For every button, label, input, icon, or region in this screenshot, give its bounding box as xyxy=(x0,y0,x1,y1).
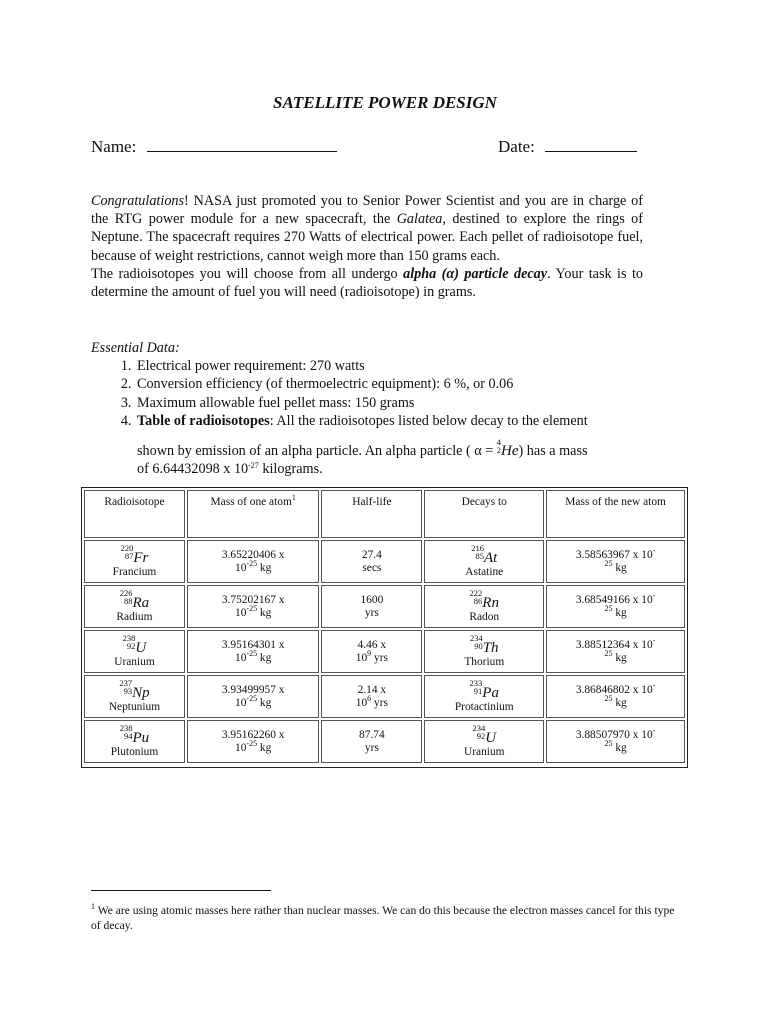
daughter-numbers xyxy=(471,544,484,560)
mass-pow: 10 xyxy=(235,561,247,574)
daughter-notation xyxy=(470,634,499,656)
atomic-number: 94 xyxy=(124,731,133,741)
he-atomic-number: 2 xyxy=(496,445,502,456)
daughter-numbers xyxy=(470,679,483,695)
item4-continued xyxy=(137,438,651,478)
essential-data xyxy=(91,339,651,478)
half-life-value: 2.14 x xyxy=(357,683,387,696)
half-life-value: 1600 xyxy=(360,593,384,606)
cell-new-mass xyxy=(546,630,685,673)
atomic-number: 87 xyxy=(124,551,134,561)
mass-value: 3.95164301 x xyxy=(221,638,285,651)
intro-text-a: ! NASA just promoted you to Senior Power Scientist and you are in charge of the RTG power module for a new spacecraft, the xyxy=(91,193,643,228)
cell-new-mass xyxy=(546,720,685,763)
mass-unit: kg xyxy=(257,696,272,709)
element-name: Francium xyxy=(112,566,157,578)
table-of-radioisotopes-label: Table of radioisotopes xyxy=(137,412,270,429)
new-mass-exp: 25 xyxy=(604,558,613,568)
table-row xyxy=(84,585,685,628)
daughter-mass-number: 216 xyxy=(471,543,484,553)
isotope-numbers xyxy=(120,724,133,740)
mass-unit: kg xyxy=(257,741,272,754)
cell-half-life xyxy=(321,540,422,583)
table-row xyxy=(84,630,685,673)
daughter-mass-number: 233 xyxy=(469,678,483,688)
daughter-notation xyxy=(472,724,496,746)
col-header-new-mass: Mass of the new atom xyxy=(546,490,685,538)
mass-number: 237 xyxy=(119,678,133,688)
new-mass-unit: kg xyxy=(612,561,627,574)
col-header-mass-text: Mass of one atom xyxy=(210,496,292,508)
half-life-exp: 9 xyxy=(367,648,372,658)
essential-item: 3. Maximum allowable fuel pellet mass: 150 grams xyxy=(135,394,651,412)
essential-item: 1. Electrical power requirement: 270 watts xyxy=(135,357,651,375)
cell-new-mass xyxy=(546,540,685,583)
new-mass-unit: kg xyxy=(612,651,627,664)
daughter-mass-number: 222 xyxy=(469,588,483,598)
cell-mass xyxy=(187,630,319,673)
cell-half-life xyxy=(321,720,422,763)
name-label: Name: xyxy=(91,137,137,156)
element-symbol: Fr xyxy=(133,550,149,566)
daughter-symbol: Rn xyxy=(482,595,499,611)
footnote-number: 1 xyxy=(91,902,95,911)
daughter-notation xyxy=(471,544,497,566)
element-name: Plutonium xyxy=(110,746,159,758)
daughter-notation xyxy=(470,679,499,701)
intro-text-b: , destined to explore the rings of Neptune. The spacecraft requires 270 Watts of electrical power. Each pellet of radioisotope fuel, because of weight restrictions, cannot weigh more than 150 grams each. xyxy=(91,211,643,264)
daughter-name: Astatine xyxy=(465,566,504,578)
mass-exp: -25 xyxy=(246,693,258,703)
isotope-numbers xyxy=(123,634,136,650)
table-row xyxy=(84,675,685,718)
col-header-radioisotope: Radioisotope xyxy=(84,490,185,538)
daughter-atomic-number: 90 xyxy=(474,641,483,651)
alpha-mass-exponent: -27 xyxy=(248,461,259,471)
cell-half-life xyxy=(321,630,422,673)
ship-name: Galatea xyxy=(396,211,443,228)
half-life-value: 87.74 xyxy=(359,728,385,741)
daughter-mass-number: 234 xyxy=(472,723,486,733)
daughter-mass-number: 234 xyxy=(469,633,483,643)
half-life-pow: 10 xyxy=(355,696,368,709)
new-mass-value: 3.88507970 x 10 xyxy=(575,728,653,741)
cell-radioisotope xyxy=(84,675,185,718)
new-mass-value: 3.68549166 x 10 xyxy=(575,593,653,606)
cell-new-mass xyxy=(546,675,685,718)
item4-text-c: ) has a mass xyxy=(518,443,588,460)
table-header-row xyxy=(84,490,685,538)
cell-mass xyxy=(187,540,319,583)
mass-exp: -25 xyxy=(246,558,258,568)
daughter-atomic-number: 91 xyxy=(473,686,483,696)
date-label: Date: xyxy=(498,137,535,156)
date-field[interactable] xyxy=(498,137,637,157)
half-life-unit: yrs xyxy=(364,741,379,754)
intro-paragraph-1 xyxy=(91,192,643,265)
date-blank-line xyxy=(545,137,637,152)
new-mass-exp: 25 xyxy=(604,648,613,658)
mass-exp: -25 xyxy=(246,738,258,748)
daughter-name: Uranium xyxy=(464,746,505,758)
new-mass-sign: - xyxy=(652,545,656,555)
mass-value: 3.93499957 x xyxy=(221,683,285,696)
radioisotope-table-frame xyxy=(81,487,688,768)
page-title: SATELLITE POWER DESIGN xyxy=(273,93,497,112)
mass-number: 220 xyxy=(120,543,134,553)
new-mass-unit: kg xyxy=(612,696,627,709)
daughter-name: Protactinium xyxy=(454,701,514,713)
name-field[interactable] xyxy=(91,137,337,157)
half-life-unit: yrs xyxy=(371,651,388,664)
item4-text-d: of 6.64432098 x 10 xyxy=(137,461,249,478)
col-header-decays-to: Decays to xyxy=(424,490,544,538)
daughter-numbers xyxy=(470,634,483,650)
daughter-notation xyxy=(470,589,499,611)
new-mass-value: 3.58563967 x 10 xyxy=(575,548,653,561)
new-mass-value: 3.86846802 x 10 xyxy=(575,683,653,696)
daughter-name: Thorium xyxy=(464,656,505,668)
element-name: Radium xyxy=(116,611,153,623)
isotope-notation xyxy=(120,589,149,611)
cell-decays-to xyxy=(424,630,544,673)
essential-item xyxy=(135,412,651,479)
cell-mass xyxy=(187,720,319,763)
congrats-text: Congratulations xyxy=(91,193,185,209)
isotope-numbers xyxy=(119,679,132,695)
col-header-mass xyxy=(187,490,319,538)
new-mass-sign: - xyxy=(652,680,656,690)
cell-new-mass xyxy=(546,585,685,628)
atomic-number: 88 xyxy=(124,596,133,606)
half-life-unit: secs xyxy=(362,561,382,574)
cell-radioisotope xyxy=(84,630,185,673)
mass-unit: kg xyxy=(257,606,272,619)
cell-decays-to xyxy=(424,675,544,718)
new-mass-value: 3.88512364 x 10 xyxy=(575,638,653,651)
daughter-symbol: Th xyxy=(482,640,499,656)
cell-decays-to xyxy=(424,540,544,583)
mass-pow: 10 xyxy=(235,606,247,619)
essential-item: 2. Conversion efficiency (of thermoelectric equipment): 6 %, or 0.06 xyxy=(135,375,651,393)
intro-paragraph-2 xyxy=(91,265,643,301)
item4-text-a: : All the radioisotopes listed below decay to the element xyxy=(269,412,588,429)
cell-half-life xyxy=(321,585,422,628)
cell-decays-to xyxy=(424,720,544,763)
element-name: Neptunium xyxy=(108,701,161,713)
daughter-symbol: Pa xyxy=(482,685,499,701)
footnote-mark: 1 xyxy=(291,493,296,502)
new-mass-exp: 25 xyxy=(604,603,613,613)
new-mass-exp: 25 xyxy=(604,738,613,748)
name-blank-line xyxy=(147,137,337,152)
new-mass-sign: - xyxy=(652,635,656,645)
new-mass-unit: kg xyxy=(612,606,627,619)
he-mass-number: 4 xyxy=(496,437,502,448)
half-life-exp: 6 xyxy=(367,693,372,703)
daughter-name: Radon xyxy=(469,611,500,623)
half-life-value: 4.46 x xyxy=(357,638,387,651)
isotope-notation xyxy=(119,679,149,701)
intro-section xyxy=(91,192,643,301)
daughter-numbers xyxy=(472,724,485,740)
half-life-value: 27.4 xyxy=(361,548,382,561)
he-symbol: He xyxy=(501,443,519,460)
table-row xyxy=(84,540,685,583)
isotope-numbers xyxy=(120,589,133,605)
cell-radioisotope xyxy=(84,540,185,583)
mass-pow: 10 xyxy=(235,696,247,709)
mass-pow: 10 xyxy=(235,741,247,754)
footnote-text: We are using atomic masses here rather than nuclear masses. We can do this because the electron masses cancel for this type of decay. xyxy=(91,904,675,932)
intro-text-d: . Your task is to determine the amount of fuel you will need (radioisotope) in grams. xyxy=(91,265,643,301)
half-life-unit: yrs xyxy=(364,606,379,619)
mass-unit: kg xyxy=(257,651,272,664)
essential-list xyxy=(91,357,651,478)
item4-text-b: shown by emission of an alpha particle. An alpha particle ( α = xyxy=(137,443,497,460)
mass-value: 3.95162260 x xyxy=(221,728,285,741)
daughter-atomic-number: 86 xyxy=(473,596,483,606)
cell-radioisotope xyxy=(84,585,185,628)
element-symbol: Pu xyxy=(132,730,150,746)
element-symbol: Ra xyxy=(132,595,150,611)
footnote xyxy=(91,903,681,933)
mass-number: 238 xyxy=(119,723,133,733)
atomic-number: 92 xyxy=(126,641,136,651)
half-life-unit: yrs xyxy=(371,696,388,709)
isotope-numbers xyxy=(121,544,134,560)
cell-mass xyxy=(187,585,319,628)
element-name: Uranium xyxy=(114,656,155,668)
decay-type: alpha (α) particle decay xyxy=(403,265,548,282)
new-mass-unit: kg xyxy=(612,741,627,754)
cell-decays-to xyxy=(424,585,544,628)
table-row xyxy=(84,720,685,763)
daughter-numbers xyxy=(470,589,483,605)
isotope-notation xyxy=(121,544,149,566)
daughter-atomic-number: 85 xyxy=(475,551,484,561)
radioisotope-table xyxy=(82,488,687,765)
item4-text-e: kilograms. xyxy=(258,461,323,478)
mass-pow: 10 xyxy=(235,651,247,664)
mass-exp: -25 xyxy=(246,648,258,658)
essential-heading: Essential Data: xyxy=(91,340,180,356)
mass-number: 226 xyxy=(119,588,133,598)
col-header-half-life: Half-life xyxy=(321,490,422,538)
cell-mass xyxy=(187,675,319,718)
daughter-symbol: At xyxy=(483,550,498,566)
isotope-notation xyxy=(123,634,147,656)
mass-value: 3.65220406 x xyxy=(221,548,285,561)
mass-value: 3.75202167 x xyxy=(221,593,285,606)
footnote-rule xyxy=(91,890,271,891)
cell-half-life xyxy=(321,675,422,718)
new-mass-exp: 25 xyxy=(604,693,613,703)
mass-unit: kg xyxy=(257,561,272,574)
daughter-symbol: U xyxy=(485,730,497,746)
atomic-number: 93 xyxy=(123,686,133,696)
half-life-pow: 10 xyxy=(355,651,368,664)
intro-text-c: The radioisotopes you will choose from all undergo xyxy=(91,265,404,282)
new-mass-sign: - xyxy=(652,725,656,735)
daughter-atomic-number: 92 xyxy=(476,731,486,741)
mass-exp: -25 xyxy=(246,603,258,613)
cell-radioisotope xyxy=(84,720,185,763)
element-symbol: Np xyxy=(132,685,150,701)
mass-number: 238 xyxy=(122,633,136,643)
element-symbol: U xyxy=(135,640,147,656)
new-mass-sign: - xyxy=(652,590,656,600)
isotope-notation xyxy=(120,724,149,746)
